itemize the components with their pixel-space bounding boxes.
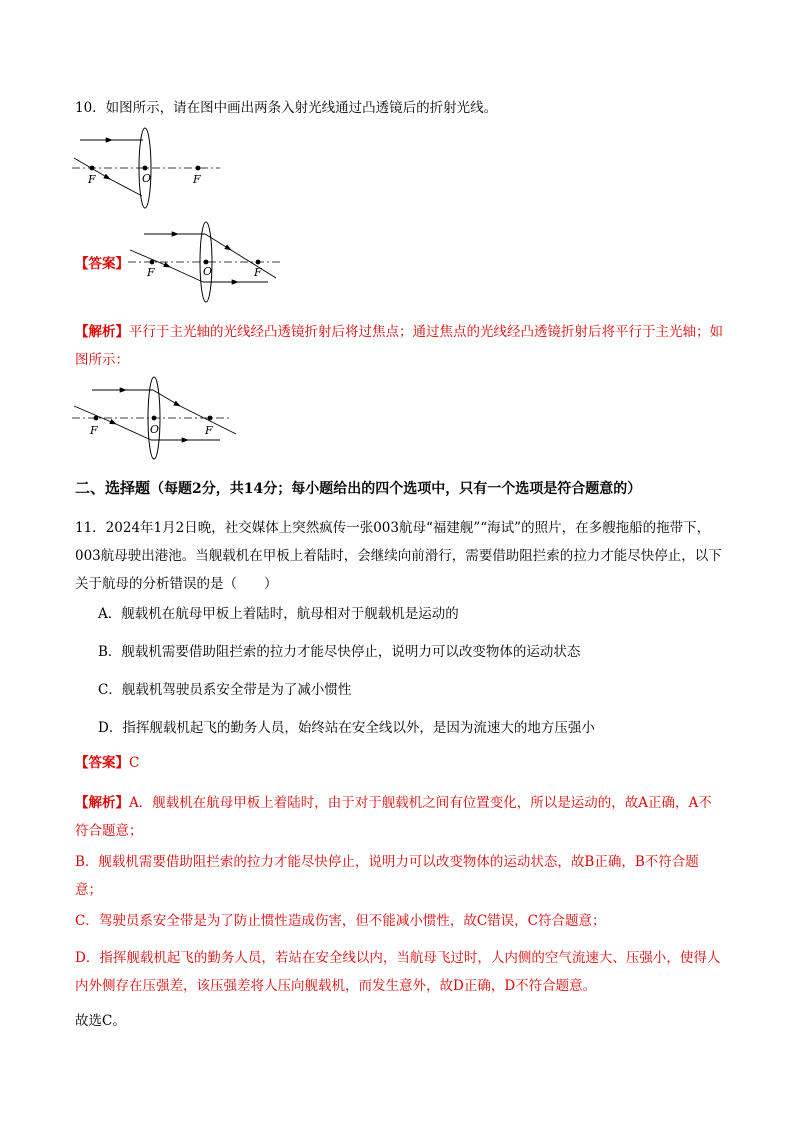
incident-ray-through-focus: [74, 158, 142, 196]
focus-left: [150, 260, 155, 265]
q11-answer-label: 【答案】: [75, 755, 129, 771]
section-heading: [75, 477, 641, 498]
optical-center-label: O: [142, 172, 152, 185]
section-note: （每题2分，共14分；每小题给出的四个选项中，只有一个选项是符合题意的）: [150, 481, 642, 497]
q10-analysis-label: 【解析】: [75, 324, 129, 340]
q10-analysis-figure: [70, 378, 250, 462]
q11-analysis-b: B．舰载机需要借助阻拦索的拉力才能尽快停止，说明力可以改变物体的运动状态，故B正确，B不符合题意；: [75, 854, 699, 898]
optical-center-label: O: [203, 265, 213, 278]
focus-right: [196, 166, 201, 171]
q11-option-a: A．舰载机在航母甲板上着陆时，航母相对于舰载机是运动的: [98, 606, 459, 622]
q11-stem: 11．2024年1月2日晚，社交媒体上突然疯传一张003航母“福建舰”“海试”的照片，在多艘拖船的拖带下，003航母驶出港池。当舰载机在甲板上着陆时，会继续向前滑行，需要借助阻拦索的拉力才能尽快停止，以下关于航母的分析错误的是（ ）: [75, 520, 722, 592]
q11-analysis-d: D．指挥舰载机起飞的勤务人员，若站在安全线以内，当航母飞过时，人内侧的空气流速大、压强小，使得人内外侧存在压强差，该压强差将人压向舰载机，而发生意外，故D正确，D不符合题意。: [75, 950, 721, 994]
focus-right: [208, 416, 213, 421]
q10-answer-label: 【答案】: [75, 256, 129, 272]
q11-conclusion: 故选C。: [75, 1013, 126, 1029]
q10-question-figure: [70, 134, 230, 214]
q11-analysis-a-text: A．舰载机在航母甲板上着陆时，由于对于舰载机之间有位置变化，所以是运动的，故A正确，A不符合题意；: [75, 795, 712, 839]
incident-ray-through-focus: [74, 406, 151, 440]
section-title: 二、选择题: [75, 479, 151, 497]
optical-center: [152, 416, 157, 421]
focus-left: [90, 166, 95, 171]
focus-right-label: F: [193, 173, 201, 186]
optical-center: [143, 166, 148, 171]
q11-analysis-c: C．驾驶员系安全带是为了防止惯性造成伤害，但不能减小惯性，故C错误，C符合题意；: [75, 913, 606, 929]
refracted-ray-through-focus: [153, 390, 236, 434]
incident-ray-through-focus: [130, 250, 203, 282]
focus-right: [256, 260, 261, 265]
focus-left-label: F: [147, 266, 155, 279]
q10-stem: 10．如图所示，请在图中画出两条入射光线通过凸透镜后的折射光线。: [75, 100, 498, 116]
q11-answer-value: C: [129, 755, 140, 771]
q10-analysis-text: 平行于主光轴的光线经凸透镜折射后将过焦点；通过焦点的光线经凸透镜折射后将平行于主光轴；如图所示：: [75, 324, 723, 368]
q11-option-d: D．指挥舰载机起飞的勤务人员，始终站在安全线以外，是因为流速大的地方压强小: [98, 720, 595, 736]
q11-analysis-label: 【解析】: [75, 795, 129, 811]
q11-option-c: C．舰载机驾驶员系安全带是为了减小惯性: [98, 682, 352, 698]
q11-option-b: B．舰载机需要借助阻拦索的拉力才能尽快停止，说明力可以改变物体的运动状态: [98, 644, 581, 660]
focus-left-label: F: [88, 173, 96, 186]
q11-answer: [75, 749, 725, 777]
focus-right-label: F: [254, 266, 262, 279]
q10-answer-figure: [126, 222, 286, 302]
focus-right-label: F: [205, 424, 213, 437]
focus-left-label: F: [90, 424, 98, 437]
q11-analysis-a: [75, 789, 725, 845]
q10-analysis: [75, 318, 725, 374]
refracted-ray-through-focus: [205, 234, 276, 278]
optical-center-label: O: [150, 423, 160, 436]
optical-center: [204, 260, 209, 265]
focus-left: [94, 416, 99, 421]
